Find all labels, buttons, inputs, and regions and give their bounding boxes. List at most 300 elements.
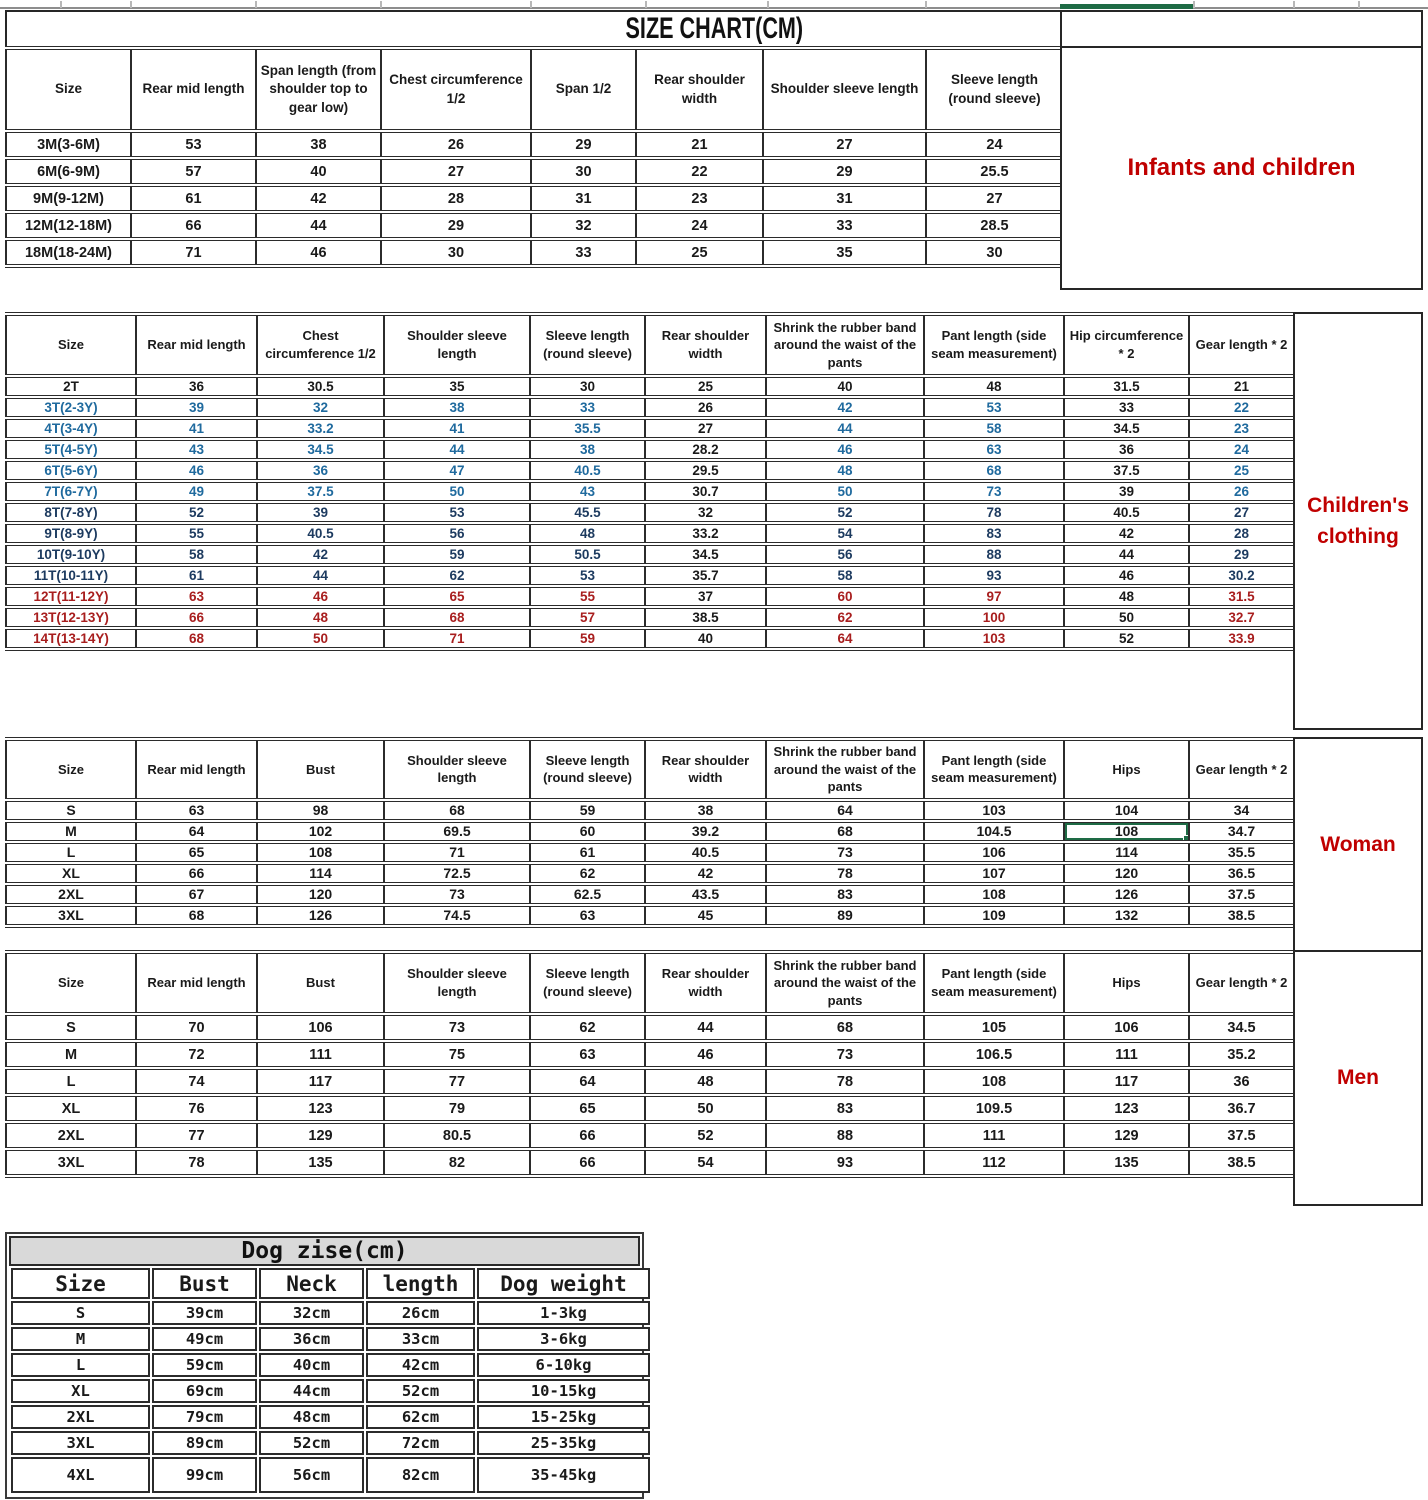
value-cell: 43 (530, 481, 645, 502)
value-cell: 32 (257, 397, 384, 418)
size-cell: 5T(4-5Y) (6, 439, 136, 460)
selection-border-remnant (1060, 4, 1193, 9)
value-cell: 40 (766, 376, 924, 397)
value-cell: 26 (645, 397, 766, 418)
value-cell: 28.2 (645, 439, 766, 460)
value-cell: 37.5 (257, 481, 384, 502)
size-cell: XL (6, 1095, 136, 1122)
value-cell: 46 (256, 239, 381, 266)
size-cell: 7T(6-7Y) (6, 481, 136, 502)
value-cell: 50 (645, 1095, 766, 1122)
value-cell: 114 (1064, 842, 1189, 863)
size-cell: 14T(13-14Y) (6, 628, 136, 649)
value-cell: 40.5 (530, 460, 645, 481)
table-row (6, 376, 1294, 397)
value-cell: 57 (131, 158, 256, 185)
value-cell: 32cm (259, 1301, 364, 1325)
value-cell: 38 (645, 800, 766, 821)
table-row (6, 439, 1294, 460)
value-cell: 108 (257, 842, 384, 863)
value-cell: 73 (766, 1041, 924, 1068)
table-row (6, 1068, 1294, 1095)
value-cell: 73 (384, 884, 530, 905)
value-cell: 39 (1064, 481, 1189, 502)
value-cell: 106 (924, 842, 1064, 863)
value-cell: 33cm (366, 1327, 475, 1351)
value-cell: 123 (1064, 1095, 1189, 1122)
gridline-tick (1293, 1, 1295, 8)
table-row (6, 1122, 1294, 1149)
value-cell: 30 (381, 239, 531, 266)
table-row (11, 1405, 650, 1429)
column-header: Rear mid length (131, 48, 256, 131)
value-cell: 100 (924, 607, 1064, 628)
column-header: Dog weight (477, 1268, 650, 1299)
value-cell: 56cm (259, 1457, 364, 1493)
men-size-table (5, 950, 1295, 1178)
value-cell: 53 (924, 397, 1064, 418)
value-cell: 42 (257, 544, 384, 565)
table-row (11, 1353, 650, 1377)
size-cell: L (6, 1068, 136, 1095)
value-cell: 64 (766, 800, 924, 821)
value-cell: 93 (766, 1149, 924, 1176)
value-cell: 126 (1064, 884, 1189, 905)
value-cell: 129 (257, 1122, 384, 1149)
value-cell: 52cm (259, 1431, 364, 1455)
size-cell: 2XL (11, 1405, 150, 1429)
value-cell: 50.5 (530, 544, 645, 565)
value-cell: 65 (384, 586, 530, 607)
value-cell: 29.5 (645, 460, 766, 481)
value-cell: 40.5 (257, 523, 384, 544)
table-row (6, 863, 1294, 884)
column-header: Rear shoulder width (645, 314, 766, 376)
value-cell: 36 (257, 460, 384, 481)
value-cell: 83 (766, 884, 924, 905)
value-cell: 39.2 (645, 821, 766, 842)
value-cell: 54 (645, 1149, 766, 1176)
value-cell: 31 (763, 185, 926, 212)
value-cell: 53 (530, 565, 645, 586)
size-cell: 6T(5-6Y) (6, 460, 136, 481)
value-cell: 70 (136, 1014, 257, 1041)
value-cell: 40.5 (1064, 502, 1189, 523)
value-cell: 132 (1064, 905, 1189, 926)
value-cell: 72.5 (384, 863, 530, 884)
value-cell: 74 (136, 1068, 257, 1095)
value-cell: 98 (257, 800, 384, 821)
column-header: Size (6, 48, 131, 131)
value-cell: 32.7 (1189, 607, 1294, 628)
value-cell: 36 (1064, 439, 1189, 460)
table-row (6, 800, 1294, 821)
size-cell: 8T(7-8Y) (6, 502, 136, 523)
value-cell: 21 (636, 131, 763, 158)
value-cell: 46 (766, 439, 924, 460)
value-cell: 43.5 (645, 884, 766, 905)
size-cell: XL (11, 1379, 150, 1403)
value-cell: 33.2 (645, 523, 766, 544)
value-cell: 66 (530, 1149, 645, 1176)
value-cell: 59cm (152, 1353, 257, 1377)
size-cell: M (6, 1041, 136, 1068)
value-cell: 78 (924, 502, 1064, 523)
size-cell: 2T (6, 376, 136, 397)
value-cell: 117 (1064, 1068, 1189, 1095)
value-cell: 48 (924, 376, 1064, 397)
value-cell: 44 (384, 439, 530, 460)
column-header: Bust (152, 1268, 257, 1299)
value-cell: 39 (257, 502, 384, 523)
size-cell: 3T(2-3Y) (6, 397, 136, 418)
value-cell: 63 (924, 439, 1064, 460)
value-cell: 49cm (152, 1327, 257, 1351)
table-row (6, 460, 1294, 481)
value-cell: 27 (1189, 502, 1294, 523)
value-cell: 88 (924, 544, 1064, 565)
size-cell: 4XL (11, 1457, 150, 1493)
value-cell: 65 (530, 1095, 645, 1122)
selected-cell: 108 (1064, 821, 1189, 842)
value-cell: 15-25kg (477, 1405, 650, 1429)
value-cell: 66 (530, 1122, 645, 1149)
value-cell: 56 (766, 544, 924, 565)
value-cell: 49 (136, 481, 257, 502)
value-cell: 52 (645, 1122, 766, 1149)
value-cell: 34.5 (1189, 1014, 1294, 1041)
value-cell: 61 (136, 565, 257, 586)
table-row (6, 158, 1063, 185)
value-cell: 66 (136, 863, 257, 884)
value-cell: 50 (1064, 607, 1189, 628)
table-row (6, 586, 1294, 607)
value-cell: 48cm (259, 1405, 364, 1429)
spreadsheet-gridline-strip (0, 0, 1428, 10)
column-header: Sleeve length (round sleeve) (926, 48, 1063, 131)
value-cell: 38.5 (1189, 1149, 1294, 1176)
size-cell: 9T(8-9Y) (6, 523, 136, 544)
value-cell: 34.5 (645, 544, 766, 565)
column-header: Sleeve length (round sleeve) (530, 952, 645, 1014)
value-cell: 63 (136, 586, 257, 607)
table-row (6, 397, 1294, 418)
infants-size-table (5, 46, 1064, 268)
value-cell: 78 (136, 1149, 257, 1176)
value-cell: 28 (381, 185, 531, 212)
value-cell: 35.5 (530, 418, 645, 439)
value-cell: 35.7 (645, 565, 766, 586)
table-row (11, 1379, 650, 1403)
value-cell: 69.5 (384, 821, 530, 842)
value-cell: 35 (384, 376, 530, 397)
value-cell: 10-15kg (477, 1379, 650, 1403)
value-cell: 35 (763, 239, 926, 266)
gridline-tick (130, 1, 132, 8)
main-title-bar (5, 10, 1423, 48)
value-cell: 114 (257, 863, 384, 884)
column-header: Bust (257, 739, 384, 800)
value-cell: 25 (636, 239, 763, 266)
value-cell: 109.5 (924, 1095, 1064, 1122)
value-cell: 68 (384, 800, 530, 821)
value-cell: 52 (766, 502, 924, 523)
column-header: Span 1/2 (531, 48, 636, 131)
value-cell: 58 (766, 565, 924, 586)
value-cell: 44 (256, 212, 381, 239)
value-cell: 71 (384, 842, 530, 863)
column-header: Bust (257, 952, 384, 1014)
value-cell: 32 (531, 212, 636, 239)
value-cell: 46 (257, 586, 384, 607)
column-header: Rear mid length (136, 952, 257, 1014)
column-header: Rear mid length (136, 739, 257, 800)
gridline-tick (645, 1, 647, 8)
value-cell: 36 (1189, 1068, 1294, 1095)
column-header: Pant length (side seam measurement) (924, 314, 1064, 376)
table-row (6, 185, 1063, 212)
value-cell: 35.2 (1189, 1041, 1294, 1068)
value-cell: 50 (257, 628, 384, 649)
value-cell: 104 (1064, 800, 1189, 821)
value-cell: 83 (766, 1095, 924, 1122)
value-cell: 29 (381, 212, 531, 239)
table-row (6, 481, 1294, 502)
value-cell: 29 (531, 131, 636, 158)
value-cell: 37.5 (1064, 460, 1189, 481)
value-cell: 38 (384, 397, 530, 418)
value-cell: 55 (530, 586, 645, 607)
table-row (6, 842, 1294, 863)
column-header: Shoulder sleeve length (384, 952, 530, 1014)
size-cell: 3M(3-6M) (6, 131, 131, 158)
value-cell: 25 (1189, 460, 1294, 481)
value-cell: 89cm (152, 1431, 257, 1455)
value-cell: 66 (131, 212, 256, 239)
value-cell: 82cm (366, 1457, 475, 1493)
value-cell: 63 (530, 1041, 645, 1068)
value-cell: 36 (136, 376, 257, 397)
value-cell: 82 (384, 1149, 530, 1176)
value-cell: 75 (384, 1041, 530, 1068)
value-cell: 22 (1189, 397, 1294, 418)
column-header: Size (6, 952, 136, 1014)
value-cell: 53 (384, 502, 530, 523)
size-cell: L (11, 1353, 150, 1377)
column-header: Chest circumference 1/2 (381, 48, 531, 131)
column-header: Rear shoulder width (645, 739, 766, 800)
value-cell: 52cm (366, 1379, 475, 1403)
size-cell: 18M(18-24M) (6, 239, 131, 266)
value-cell: 44 (645, 1014, 766, 1041)
value-cell: 34.5 (1064, 418, 1189, 439)
value-cell: 48 (530, 523, 645, 544)
size-cell: 3XL (11, 1431, 150, 1455)
value-cell: 33 (763, 212, 926, 239)
size-cell: 6M(6-9M) (6, 158, 131, 185)
value-cell: 62.5 (530, 884, 645, 905)
value-cell: 123 (257, 1095, 384, 1122)
value-cell: 41 (136, 418, 257, 439)
value-cell: 53 (131, 131, 256, 158)
value-cell: 120 (257, 884, 384, 905)
value-cell: 126 (257, 905, 384, 926)
value-cell: 63 (136, 800, 257, 821)
value-cell: 42 (766, 397, 924, 418)
value-cell: 111 (924, 1122, 1064, 1149)
column-header: Shrink the rubber band around the waist of the pants (766, 314, 924, 376)
value-cell: 27 (645, 418, 766, 439)
value-cell: 74.5 (384, 905, 530, 926)
value-cell: 25-35kg (477, 1431, 650, 1455)
value-cell: 102 (257, 821, 384, 842)
size-cell: XL (6, 863, 136, 884)
value-cell: 44 (257, 565, 384, 586)
value-cell: 45.5 (530, 502, 645, 523)
size-cell: 9M(9-12M) (6, 185, 131, 212)
gridline-tick (1358, 1, 1360, 8)
column-header: Size (6, 739, 136, 800)
size-cell: S (6, 800, 136, 821)
value-cell: 76 (136, 1095, 257, 1122)
gridline-tick (1193, 1, 1195, 8)
gridline-tick (925, 1, 927, 8)
column-header: Span length (from shoulder top to gear low) (256, 48, 381, 131)
value-cell: 64 (530, 1068, 645, 1095)
column-header: Shoulder sleeve length (384, 739, 530, 800)
value-cell: 103 (924, 628, 1064, 649)
value-cell: 30.7 (645, 481, 766, 502)
value-cell: 40 (256, 158, 381, 185)
value-cell: 103 (924, 800, 1064, 821)
gridline-tick (380, 1, 382, 8)
size-cell: S (11, 1301, 150, 1325)
value-cell: 36.5 (1189, 863, 1294, 884)
column-header: Rear shoulder width (636, 48, 763, 131)
size-cell: 12M(12-18M) (6, 212, 131, 239)
table-row (6, 502, 1294, 523)
value-cell: 40cm (259, 1353, 364, 1377)
table-row (6, 628, 1294, 649)
column-header: Pant length (side seam measurement) (924, 952, 1064, 1014)
value-cell: 46 (1064, 565, 1189, 586)
value-cell: 28.5 (926, 212, 1063, 239)
size-cell: M (11, 1327, 150, 1351)
table-row (6, 1014, 1294, 1041)
table-row (6, 212, 1063, 239)
column-header: Shrink the rubber band around the waist of the pants (766, 739, 924, 800)
value-cell: 26 (381, 131, 531, 158)
value-cell: 3-6kg (477, 1327, 650, 1351)
table-row (6, 607, 1294, 628)
value-cell: 33.9 (1189, 628, 1294, 649)
value-cell: 60 (530, 821, 645, 842)
size-cell: 13T(12-13Y) (6, 607, 136, 628)
value-cell: 28 (1189, 523, 1294, 544)
value-cell: 47 (384, 460, 530, 481)
table-row (6, 565, 1294, 586)
value-cell: 63 (530, 905, 645, 926)
value-cell: 29 (763, 158, 926, 185)
value-cell: 41 (384, 418, 530, 439)
value-cell: 62 (766, 607, 924, 628)
value-cell: 40 (645, 628, 766, 649)
value-cell: 25 (645, 376, 766, 397)
value-cell: 65 (136, 842, 257, 863)
value-cell: 27 (763, 131, 926, 158)
value-cell: 29 (1189, 544, 1294, 565)
value-cell: 6-10kg (477, 1353, 650, 1377)
value-cell: 68 (766, 1014, 924, 1041)
value-cell: 38.5 (645, 607, 766, 628)
value-cell: 120 (1064, 863, 1189, 884)
value-cell: 23 (636, 185, 763, 212)
column-header: Rear shoulder width (645, 952, 766, 1014)
value-cell: 112 (924, 1149, 1064, 1176)
table-row (6, 821, 1294, 842)
value-cell: 44cm (259, 1379, 364, 1403)
value-cell: 42 (256, 185, 381, 212)
value-cell: 78 (766, 863, 924, 884)
value-cell: 73 (924, 481, 1064, 502)
value-cell: 66 (136, 607, 257, 628)
table-row (6, 544, 1294, 565)
column-header: Gear length * 2 (1189, 314, 1294, 376)
value-cell: 35-45kg (477, 1457, 650, 1493)
value-cell: 37.5 (1189, 1122, 1294, 1149)
value-cell: 43 (136, 439, 257, 460)
size-cell: S (6, 1014, 136, 1041)
value-cell: 111 (1064, 1041, 1189, 1068)
size-cell: 11T(10-11Y) (6, 565, 136, 586)
value-cell: 38 (256, 131, 381, 158)
value-cell: 33 (1064, 397, 1189, 418)
value-cell: 42cm (366, 1353, 475, 1377)
value-cell: 78 (766, 1068, 924, 1095)
value-cell: 36cm (259, 1327, 364, 1351)
value-cell: 62 (530, 1014, 645, 1041)
table-row (6, 239, 1063, 266)
page-title: SIZE CHART(CM) (625, 12, 803, 45)
value-cell: 60 (766, 586, 924, 607)
table-row (6, 1095, 1294, 1122)
value-cell: 31.5 (1064, 376, 1189, 397)
size-cell: 3XL (6, 905, 136, 926)
value-cell: 99cm (152, 1457, 257, 1493)
value-cell: 64 (136, 821, 257, 842)
value-cell: 108 (924, 884, 1064, 905)
table-row (11, 1327, 650, 1351)
value-cell: 24 (926, 131, 1063, 158)
value-cell: 48 (1064, 586, 1189, 607)
value-cell: 44 (766, 418, 924, 439)
gridline-baseline (0, 7, 1428, 9)
value-cell: 106 (257, 1014, 384, 1041)
value-cell: 37 (645, 586, 766, 607)
value-cell: 26 (1189, 481, 1294, 502)
column-header: length (366, 1268, 475, 1299)
value-cell: 30.2 (1189, 565, 1294, 586)
value-cell: 31.5 (1189, 586, 1294, 607)
value-cell: 68 (766, 821, 924, 842)
table-row (6, 905, 1294, 926)
column-header: Pant length (side seam measurement) (924, 739, 1064, 800)
table-row (6, 1149, 1294, 1176)
value-cell: 107 (924, 863, 1064, 884)
value-cell: 50 (766, 481, 924, 502)
value-cell: 71 (131, 239, 256, 266)
children-size-table (5, 312, 1295, 651)
